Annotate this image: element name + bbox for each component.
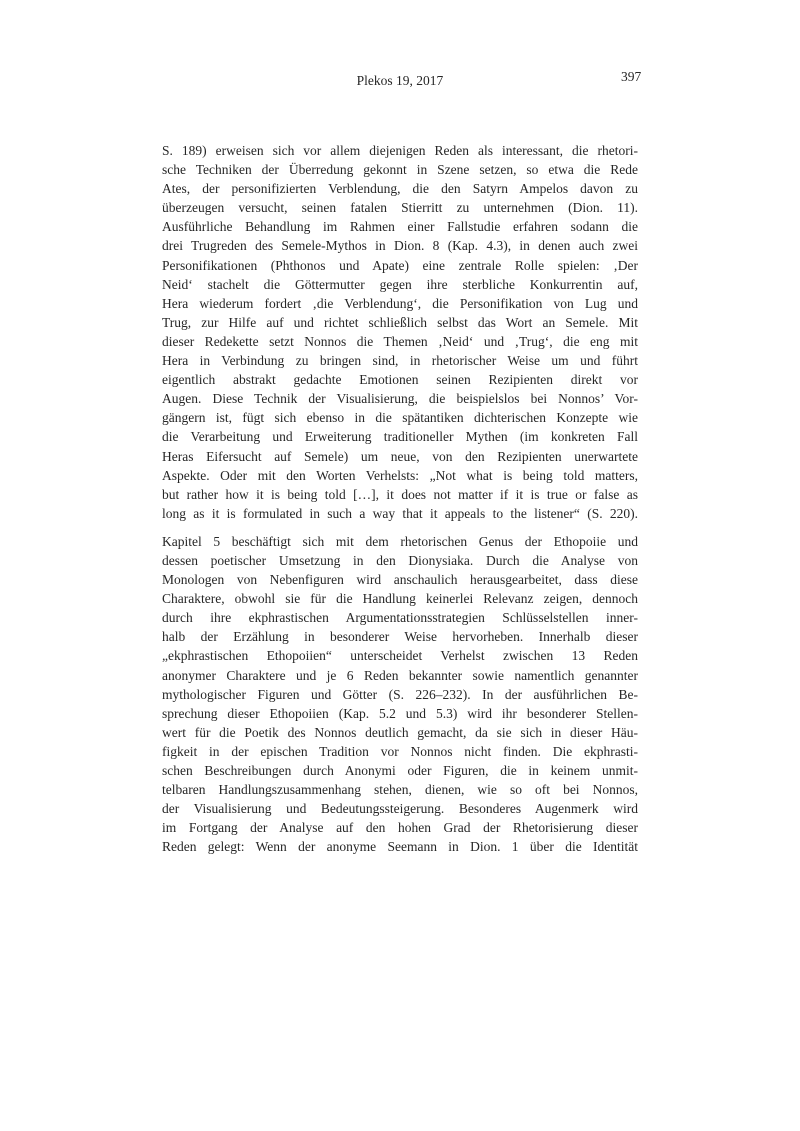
text-line: Hera in Verbindung zu bringen sind, in rhetorischer Weise um und führt [162,353,638,369]
text-line: Ausführliche Behandlung im Rahmen einer Fallstudie erfahren sodann die [162,219,638,235]
text-line: halb der Erzählung in besonderer Weise hervorheben. Innerhalb dieser [162,629,638,645]
text-line: durch ihre ekphrastischen Argumentationsstrategien Schlüsselstellen inner- [162,610,638,626]
text-line: wert für die Poetik des Nonnos deutlich gemacht, da sie sich in dieser Häu- [162,724,638,740]
text-line: Kapitel 5 beschäftigt sich mit dem rhetorischen Genus der Ethopoiie und [162,533,638,549]
review-body-text [162,141,638,865]
text-line: im Fortgang der Analyse auf den hohen Grad der Rhetorisierung dieser [162,820,638,836]
text-line: sprechung dieser Ethopoiien (Kap. 5.2 und 5.3) wird ihr besonderer Stellen- [162,705,638,721]
text-line: Trug, zur Hilfe auf und richtet schließlich selbst das Wort an Semele. Mit [162,314,638,330]
paragraph-1 [162,141,638,523]
text-line: figkeit in der epischen Tradition vor Nonnos nicht finden. Die ekphrasti- [162,743,638,759]
text-line: der Visualisierung und Bedeutungssteigerung. Besonderes Augenmerk wird [162,801,638,817]
text-line: drei Trugreden des Semele-Mythos in Dion. 8 (Kap. 4.3), in denen auch zwei [162,238,638,254]
text-line: sche Techniken der Überredung gekonnt in Szene setzen, so etwa die Rede [162,162,638,178]
text-line: die Verarbeitung und Erweiterung traditioneller Mythen (im konkreten Fall [162,429,638,445]
text-line: Hera wiederum fordert ‚die Verblendung‘, die Personifikation von Lug und [162,295,638,311]
text-line: Personifikationen (Phthonos und Apate) eine zentrale Rolle spielen: ‚Der [162,257,638,273]
text-line: Aspekte. Oder mit den Worten Verhelsts: „Not what is being told matters, [162,467,638,483]
text-line: Heras Eifersucht auf Semele) um neue, von den Rezipienten unerwartete [162,448,638,464]
text-line: eigentlich abstrakt gedachte Emotionen seinen Rezipienten direkt vor [162,372,638,388]
text-line: Ates, der personifizierten Verblendung, die den Satyrn Ampelos davon zu [162,181,638,197]
text-line: anonymer Charaktere und je 6 Reden bekannter sowie namentlich genannter [162,667,638,683]
text-line: telbaren Handlungszusammenhang stehen, dienen, wie so oft bei Nonnos, [162,782,638,798]
running-header [162,72,638,89]
text-line: long as it is formulated in such a way that it appeals to the listener“ (S. 220). [162,505,638,521]
text-line: but rather how it is being told […], it does not matter if it is true or false as [162,486,638,502]
text-line: Neid‘ stachelt die Göttermutter gegen ihre sterbliche Konkurrentin auf, [162,276,638,292]
text-line: gängern ist, fügt sich ebenso in die spätantiken dichterischen Konzepte wie [162,410,638,426]
text-line: Monologen von Nebenfiguren wird anschaulich herausgearbeitet, dass diese [162,572,638,588]
text-line: überzeugen versucht, seinen fatalen Stierritt zu unternehmen (Dion. 11). [162,200,638,216]
text-line: Reden gelegt: Wenn der anonyme Seemann in Dion. 1 über die Identität [162,839,638,855]
text-line: dessen poetischer Umsetzung in den Dionysiaka. Durch die Analyse von [162,552,638,568]
text-line: „ekphrastischen Ethopoiien“ unterscheidet Verhelst zwischen 13 Reden [162,648,638,664]
journal-title: Plekos 19, 2017 [356,73,444,88]
text-line: schen Beschreibungen durch Anonymi oder Figuren, die in keinem unmit- [162,763,638,778]
text-line: Augen. Diese Technik der Visualisierung, die beispielslos bei Nonnos’ Vor- [162,391,638,407]
text-line: Charaktere, obwohl sie für die Handlung keinerlei Relevanz zeigen, dennoch [162,591,638,607]
paragraph-2 [162,532,638,857]
text-line: S. 189) erweisen sich vor allem diejenigen Reden als interessant, die rhetori- [162,143,638,158]
page-number: 397 [621,69,642,84]
text-line: mythologischer Figuren und Götter (S. 226–232). In der ausführlichen Be- [162,686,638,702]
text-line: dieser Redekette setzt Nonnos die Themen ‚Neid‘ und ‚Trug‘, die eng mit [162,333,638,349]
